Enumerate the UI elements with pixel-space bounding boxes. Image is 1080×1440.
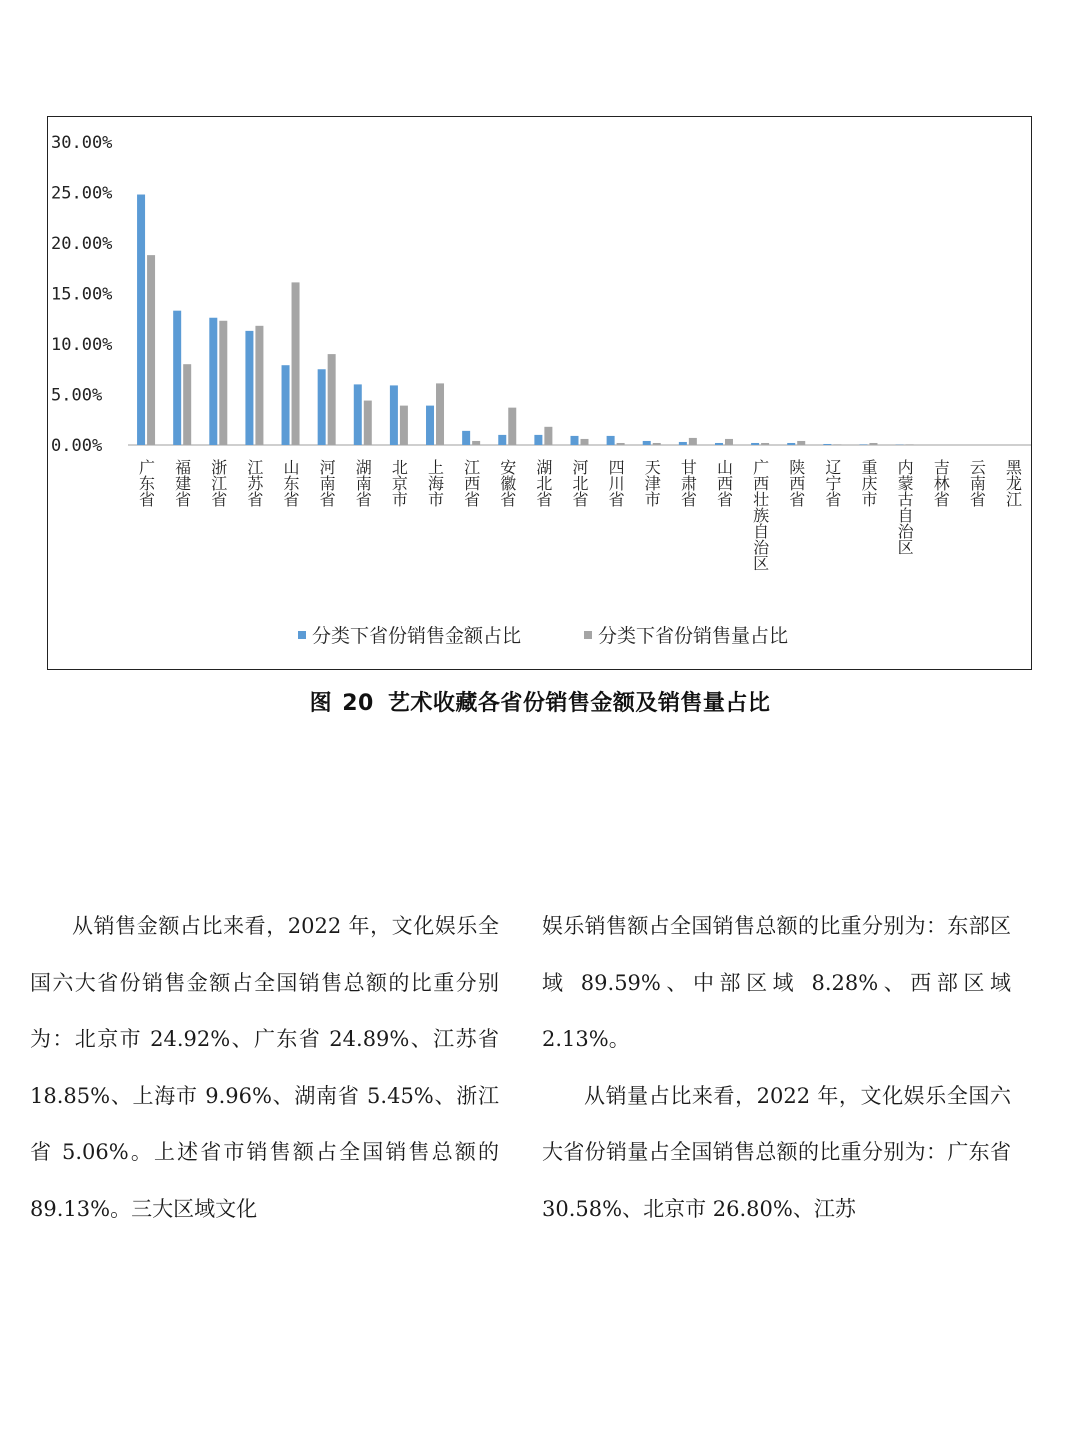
bar-chart [48, 117, 1033, 671]
category-label: 上海市 [425, 459, 445, 507]
text-column-left [30, 898, 499, 1237]
bar-amount [245, 331, 253, 445]
y-tick-label: 5.00% [51, 385, 103, 406]
category-label: 北京市 [389, 459, 409, 507]
bar-volume [255, 326, 263, 445]
bar-volume [147, 255, 155, 445]
category-label: 江苏省 [244, 459, 264, 507]
bar-volume [292, 282, 300, 445]
category-label: 山西省 [714, 459, 734, 507]
bar-volume [364, 401, 372, 445]
bar-amount [173, 311, 181, 445]
bar-volume [906, 444, 914, 445]
category-label: 广东省 [136, 459, 156, 507]
category-label: 湖北省 [533, 459, 553, 507]
bar-volume [508, 408, 516, 445]
text-column-right [542, 898, 1011, 1237]
bar-amount [751, 443, 759, 445]
bar-volume [183, 364, 191, 445]
category-label: 浙江省 [208, 459, 228, 507]
category-label: 安徽省 [497, 459, 517, 507]
category-label: 内蒙古自治区 [895, 459, 915, 555]
legend-swatch [298, 631, 306, 639]
caption-text: 艺术收藏各省份销售金额及销售量占比 [387, 691, 771, 716]
category-label: 河南省 [317, 459, 337, 507]
category-label: 四川省 [606, 459, 626, 507]
category-label: 辽宁省 [822, 459, 842, 507]
category-label: 云南省 [967, 459, 987, 507]
y-tick-label: 20.00% [51, 234, 113, 254]
bar-volume [617, 443, 625, 445]
caption-number: 20 [342, 691, 374, 716]
bar-amount [534, 435, 542, 445]
bar-volume [797, 441, 805, 445]
bar-volume [761, 443, 769, 445]
bar-amount [823, 444, 831, 445]
bar-volume [869, 443, 877, 445]
category-label: 黑龙江 [1003, 459, 1023, 507]
bar-amount [715, 443, 723, 445]
bar-amount [426, 406, 434, 445]
y-tick-label: 30.00% [51, 133, 113, 153]
legend-label: 分类下省份销售金额占比 [312, 625, 522, 647]
bar-volume [725, 439, 733, 445]
y-tick-label: 10.00% [51, 335, 113, 355]
bar-volume [472, 441, 480, 445]
y-tick-label: 15.00% [51, 284, 113, 305]
bar-volume [219, 321, 227, 445]
bar-volume [400, 406, 408, 445]
legend-label: 分类下省份销售量占比 [598, 625, 789, 647]
paragraph-sales-volume: 从销量占比来看，2022 年，文化娱乐全国六大省份销量占全国销售总额的比重分别为：广东省 30.58%、北京市 26.80%、江苏 [542, 1083, 1011, 1221]
category-label: 福建省 [172, 459, 192, 507]
bar-volume [581, 439, 589, 445]
bar-volume [689, 438, 697, 445]
category-label: 陕西省 [786, 459, 806, 507]
bar-amount [498, 435, 506, 445]
category-label: 山东省 [281, 459, 301, 507]
paragraph-region-share: 娱乐销售额占全国销售总额的比重分别为：东部区域 89.59%、中部区域 8.28%、西部区域 2.13%。 [542, 914, 1011, 1051]
bar-amount [643, 441, 651, 445]
y-tick-label: 0.00% [51, 436, 103, 456]
bar-amount [354, 384, 362, 445]
category-label: 天津市 [642, 459, 662, 507]
bar-amount [318, 369, 326, 445]
bar-amount [787, 443, 795, 445]
caption-prefix: 图 [309, 691, 333, 716]
bar-volume [436, 383, 444, 445]
category-label: 湖南省 [353, 459, 373, 507]
paragraph-sales-amount: 从销售金额占比来看，2022 年，文化娱乐全国六大省份销售金额占全国销售总额的比重分别为：北京市 24.92%、广东省 24.89%、江苏省 18.85%、上海市 9.96%、湖南省 5.45%、浙江省 5.06%。上述省市销售额占全国销售总额的 89.13%。三大区域文化 [30, 914, 499, 1221]
y-tick-label: 25.00% [51, 183, 113, 204]
chart-frame [47, 116, 1032, 670]
legend-swatch [584, 631, 592, 639]
category-label: 重庆市 [858, 459, 878, 507]
bar-volume [544, 427, 552, 445]
bar-amount [137, 195, 145, 445]
bar-volume [328, 354, 336, 445]
category-label: 吉林省 [931, 459, 951, 507]
bar-amount [282, 365, 290, 445]
category-label: 河北省 [570, 459, 589, 507]
bar-amount [462, 431, 470, 445]
bar-amount [209, 318, 217, 445]
bar-volume [653, 443, 661, 445]
category-label: 广西壮族自治区 [750, 459, 770, 571]
bar-amount [607, 436, 615, 445]
bar-amount [679, 442, 687, 445]
figure-caption [0, 686, 1080, 717]
bar-amount [571, 436, 579, 445]
bar-volume [833, 444, 841, 445]
category-label: 甘肃省 [678, 459, 698, 507]
bar-amount [390, 385, 398, 445]
bar-amount [859, 444, 867, 445]
category-label: 江西省 [461, 459, 481, 507]
